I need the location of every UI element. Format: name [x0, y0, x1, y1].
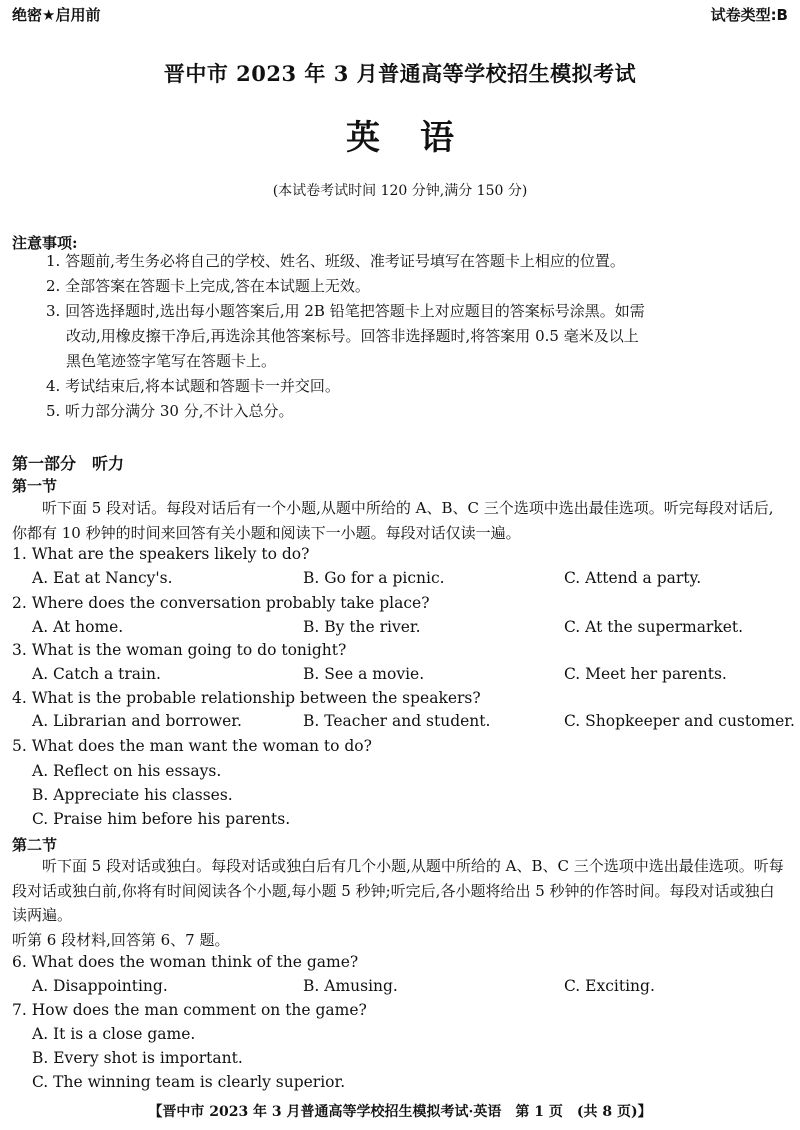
question-stem: 3. What is the woman going to do tonight?: [12, 641, 347, 659]
notice-item-continued: 改动,用橡皮擦干净后,再选涂其他答案标号。回答非选择题时,将答案用 0.5 毫米及以上: [66, 327, 639, 345]
notice-item: 3. 回答选择题时,选出每小题答案后,用 2B 铅笔把答题卡上对应题目的答案标号涂黑。如需: [46, 302, 645, 320]
section1-instructions: 听下面 5 段对话。每段对话后有一个小题,从题中所给的 A、B、C 三个选项中选出最佳选项。听完每段对话后,你都有 10 秒钟的时间来回答有关小题和阅读下一小题。每段对话仅读一遍。: [12, 499, 774, 542]
notice-item: 2. 全部答案在答题卡上完成,答在本试题上无效。: [46, 277, 370, 295]
option-b: B. Amusing.: [303, 977, 398, 995]
option-b: B. Teacher and student.: [303, 712, 491, 730]
notice-item: 4. 考试结束后,将本试题和答题卡一并交回。: [46, 377, 340, 395]
option-c: C. Exciting.: [564, 977, 655, 995]
section-heading: 第一节: [12, 477, 58, 495]
option-a: A. Disappointing.: [32, 977, 168, 995]
exam-title: 晋中市 2023 年 3 月普通高等学校招生模拟考试: [163, 61, 637, 86]
option-a: A. Reflect on his essays.: [32, 762, 222, 780]
option-c: C. Attend a party.: [564, 569, 702, 587]
question-stem: 5. What does the man want the woman to do?: [12, 737, 372, 755]
option-c: C. At the supermarket.: [564, 618, 744, 636]
paper-type-label: 试卷类型:B: [710, 6, 788, 24]
option-b: B. Every shot is important.: [32, 1049, 243, 1067]
option-b: B. See a movie.: [303, 665, 425, 683]
option-a: A. Librarian and borrower.: [32, 712, 242, 730]
notice-list: [46, 249, 791, 424]
option-b: B. Appreciate his classes.: [32, 786, 233, 804]
page-footer: 【晋中市 2023 年 3 月普通高等学校招生模拟考试·英语 第 1 页 (共 8 页)】: [148, 1104, 652, 1120]
notice-item: 1. 答题前,考生务必将自己的学校、姓名、班级、准考证号填写在答题卡上相应的位置。: [46, 252, 625, 270]
option-b: B. By the river.: [303, 618, 421, 636]
question-stem: 7. How does the man comment on the game?: [12, 1001, 367, 1019]
exam-time-info: (本试卷考试时间 120 分钟,满分 150 分): [272, 183, 528, 199]
material-intro: 听第 6 段材料,回答第 6、7 题。: [12, 931, 230, 949]
subject-title: 英语: [346, 118, 494, 158]
confidential-label: 绝密★启用前: [12, 6, 101, 24]
question-stem: 4. What is the probable relationship between the speakers?: [12, 689, 481, 707]
question-stem: 1. What are the speakers likely to do?: [12, 545, 310, 563]
option-a: A. At home.: [32, 618, 124, 636]
option-c: C. Meet her parents.: [564, 665, 727, 683]
option-a: A. Catch a train.: [32, 665, 161, 683]
option-a: A. Eat at Nancy's.: [32, 569, 173, 587]
option-b: B. Go for a picnic.: [303, 569, 445, 587]
notice-heading: 注意事项:: [12, 234, 78, 252]
option-c: C. Praise him before his parents.: [32, 810, 291, 828]
option-a: A. It is a close game.: [32, 1025, 196, 1043]
question-stem: 2. Where does the conversation probably take place?: [12, 594, 430, 612]
section-heading: 第二节: [12, 836, 58, 854]
question-stem: 6. What does the woman think of the game?: [12, 953, 359, 971]
notice-item-continued: 黑色笔迹签字笔写在答题卡上。: [66, 352, 277, 370]
section2-instructions: 听下面 5 段对话或独白。每段对话或独白后有几个小题,从题中所给的 A、B、C 三个选项中选出最佳选项。听每段对话或独白前,你将有时间阅读各个小题,每小题 5 秒钟;听完后,各小题将给出 5 秒钟的作答时间。每段对话或独白读两遍。: [12, 857, 784, 924]
option-c: C. Shopkeeper and customer.: [564, 712, 795, 730]
notice-item: 5. 听力部分满分 30 分,不计入总分。: [46, 402, 294, 420]
option-c: C. The winning team is clearly superior.: [32, 1073, 346, 1091]
part-heading: 第一部分 听力: [12, 454, 125, 473]
